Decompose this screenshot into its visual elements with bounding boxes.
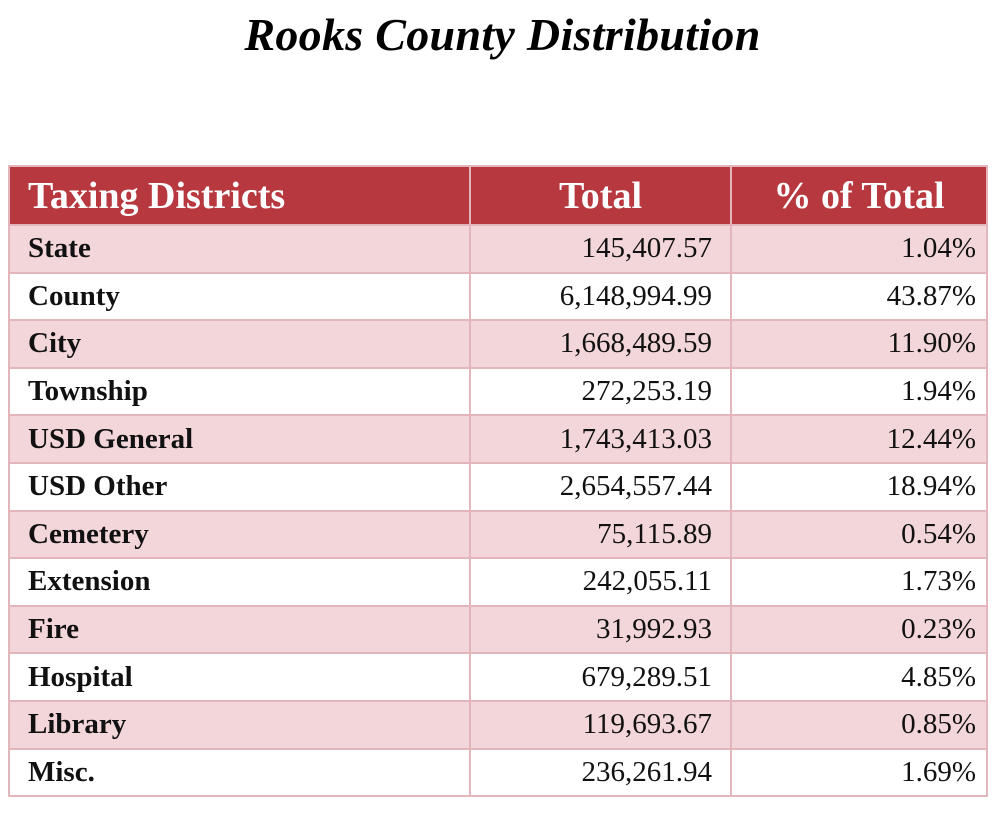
district-percent: 43.87% [731,273,987,321]
district-name: USD Other [9,463,470,511]
district-percent: 11.90% [731,320,987,368]
district-percent: 1.04% [731,225,987,273]
table-row [9,749,987,797]
table-row [9,511,987,559]
district-name: Extension [9,558,470,606]
district-percent: 1.94% [731,368,987,416]
page-title: Rooks County Distribution [244,9,761,60]
district-name: Township [9,368,470,416]
district-total: 679,289.51 [470,653,731,701]
district-total: 31,992.93 [470,606,731,654]
distribution-table [8,165,988,797]
table-header-row [9,166,987,225]
district-percent: 18.94% [731,463,987,511]
district-percent: 4.85% [731,653,987,701]
table-row [9,606,987,654]
district-total: 236,261.94 [470,749,731,797]
district-name: Cemetery [9,511,470,559]
column-header-taxing-districts: Taxing Districts [9,166,470,225]
district-percent: 12.44% [731,415,987,463]
district-total: 242,055.11 [470,558,731,606]
district-name: County [9,273,470,321]
table-row [9,273,987,321]
district-total: 272,253.19 [470,368,731,416]
table-row [9,368,987,416]
table-row [9,415,987,463]
district-percent: 0.23% [731,606,987,654]
table-row [9,320,987,368]
district-total: 75,115.89 [470,511,731,559]
column-header-total: Total [470,166,731,225]
district-percent: 0.54% [731,511,987,559]
district-name: Fire [9,606,470,654]
table-row [9,225,987,273]
district-total: 6,148,994.99 [470,273,731,321]
district-name: Library [9,701,470,749]
district-total: 2,654,557.44 [470,463,731,511]
district-name: Hospital [9,653,470,701]
district-name: State [9,225,470,273]
district-name: USD General [9,415,470,463]
table-row [9,653,987,701]
district-total: 1,743,413.03 [470,415,731,463]
district-name: Misc. [9,749,470,797]
district-percent: 0.85% [731,701,987,749]
table-row [9,463,987,511]
district-total: 1,668,489.59 [470,320,731,368]
district-percent: 1.73% [731,558,987,606]
table-row [9,701,987,749]
district-total: 119,693.67 [470,701,731,749]
district-total: 145,407.57 [470,225,731,273]
table-row [9,558,987,606]
column-header-percent-of-total: % of Total [731,166,987,225]
district-name: City [9,320,470,368]
district-percent: 1.69% [731,749,987,797]
